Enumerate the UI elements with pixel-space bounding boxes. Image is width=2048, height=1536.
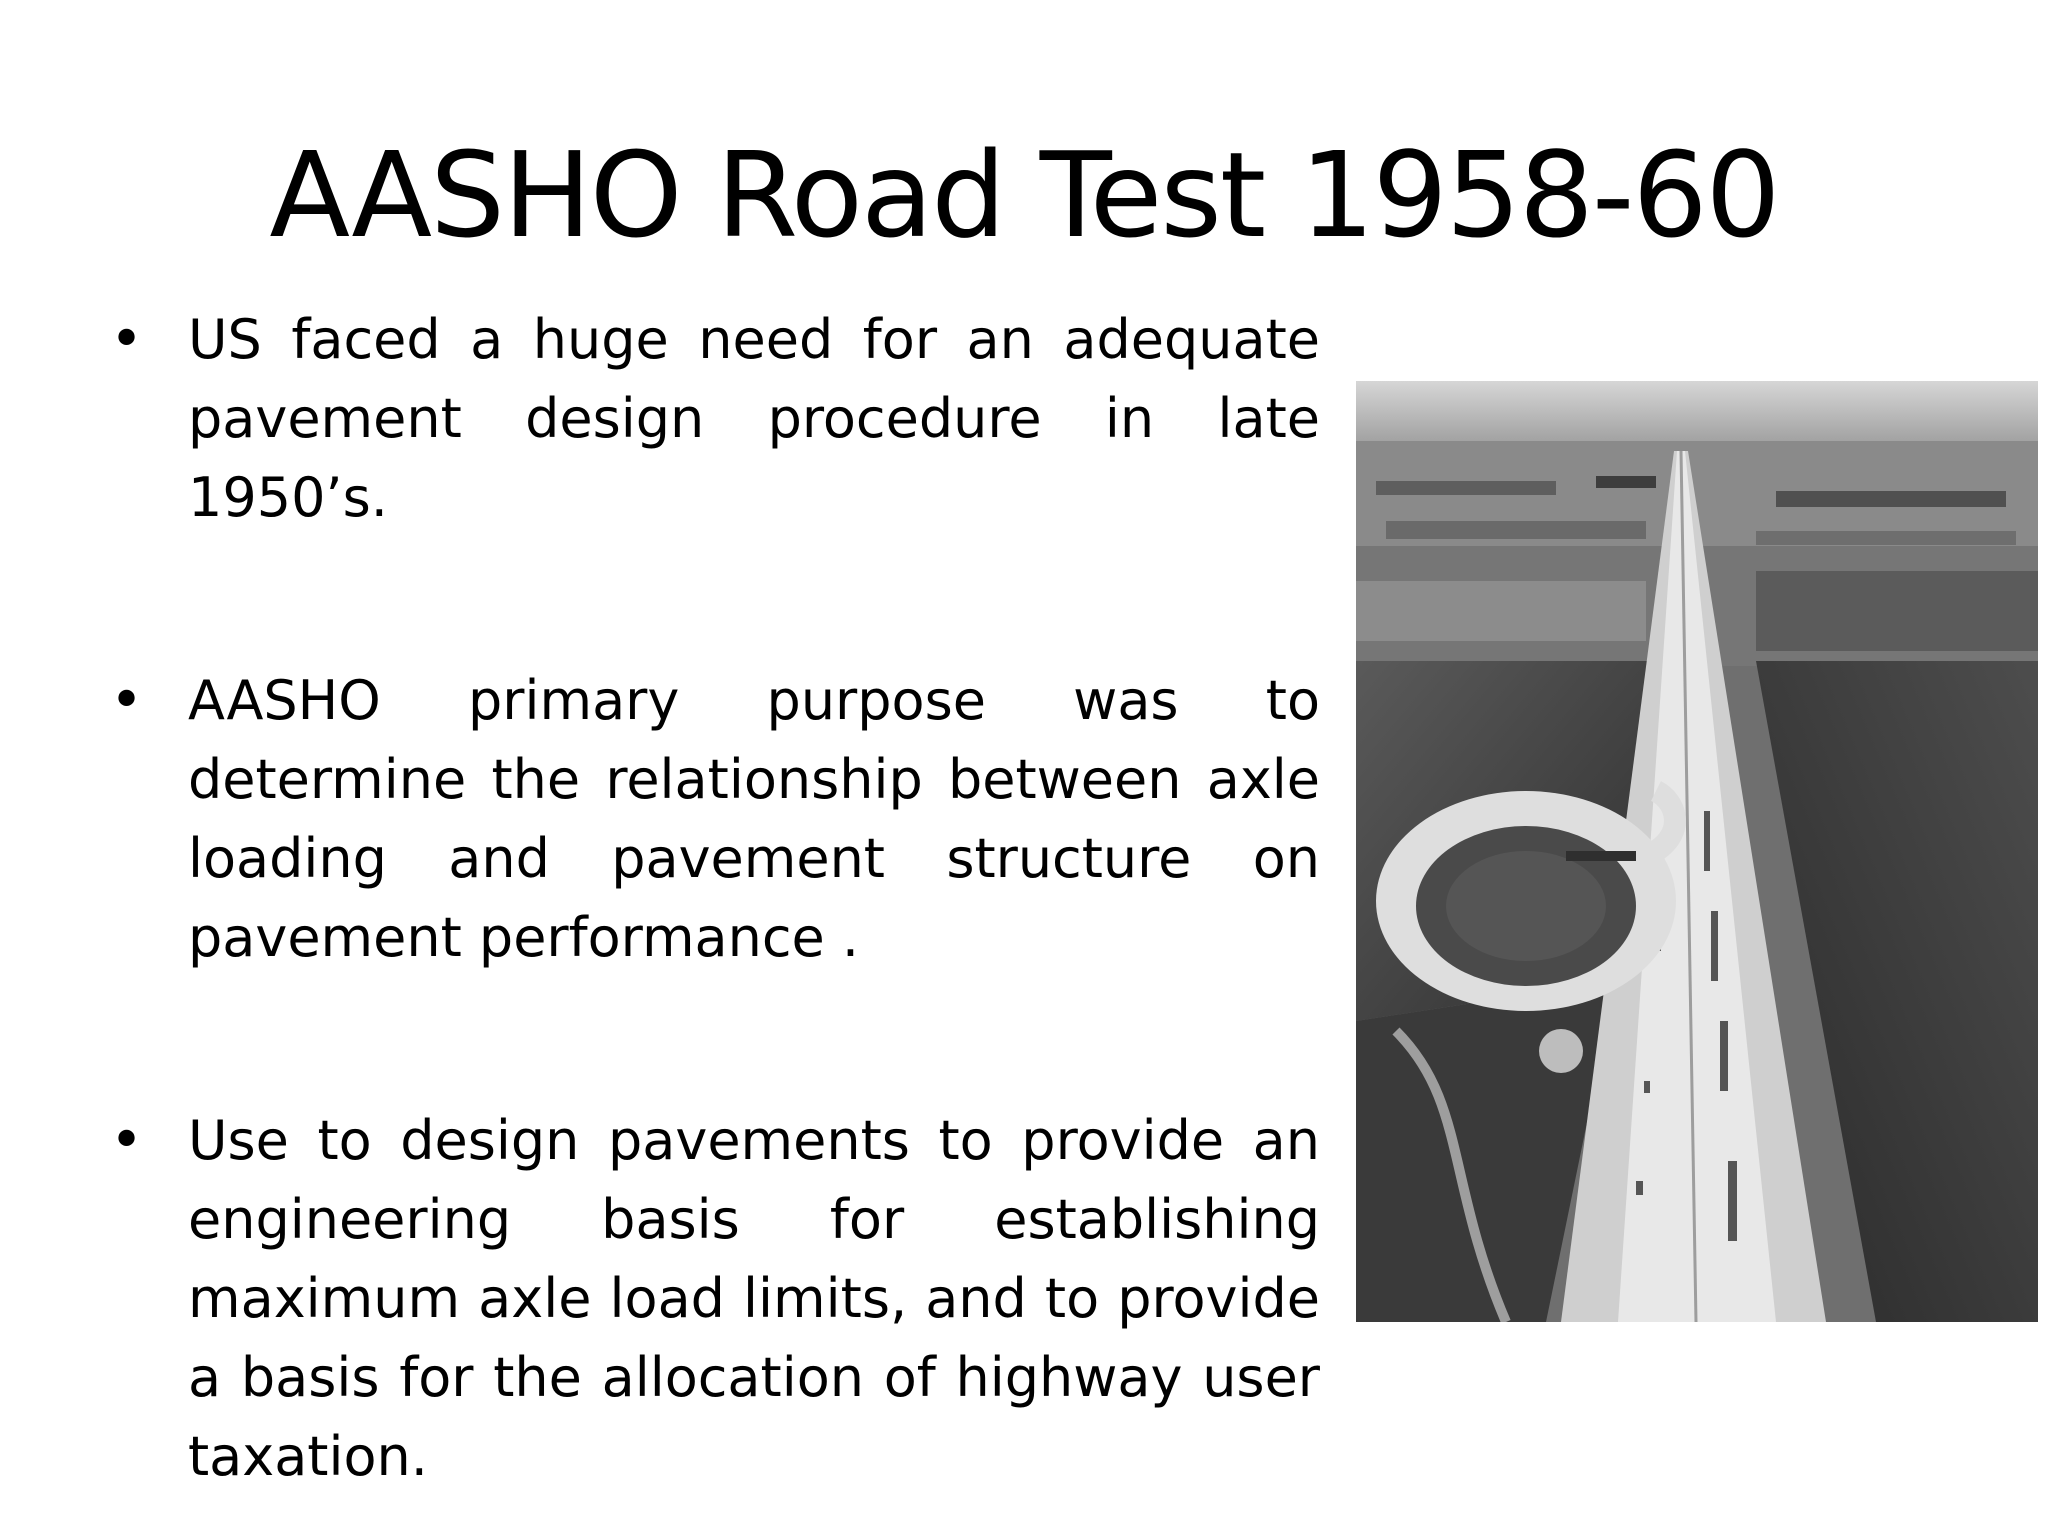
bullet-dot-icon: •	[110, 1108, 144, 1173]
bullet-dot-icon: •	[110, 307, 144, 372]
bullet-text: US faced a huge need for an adequate pavement design procedure in late 1950’s.	[188, 308, 1320, 529]
bullet-text: Use to design pavements to provide an engineering basis for establishing maximum axle load limits, and to provide a basis for the allocation of highway user taxation.	[188, 1109, 1320, 1488]
bullet-list	[108, 300, 1320, 1496]
slide-title: AASHO Road Test 1958-60	[269, 126, 1779, 264]
horizon-haze	[1356, 381, 2038, 451]
bullet-item	[108, 300, 1320, 537]
bullet-item	[108, 1101, 1320, 1496]
bullet-item	[108, 661, 1320, 977]
aerial-photo-illustration	[1356, 381, 2038, 1322]
bullet-dot-icon: •	[110, 668, 144, 733]
bullet-text: AASHO primary purpose was to determine the relationship between axle loading and pavement structure on pavement performance .	[188, 669, 1320, 969]
road-test-aerial-photo	[1356, 381, 2038, 1322]
